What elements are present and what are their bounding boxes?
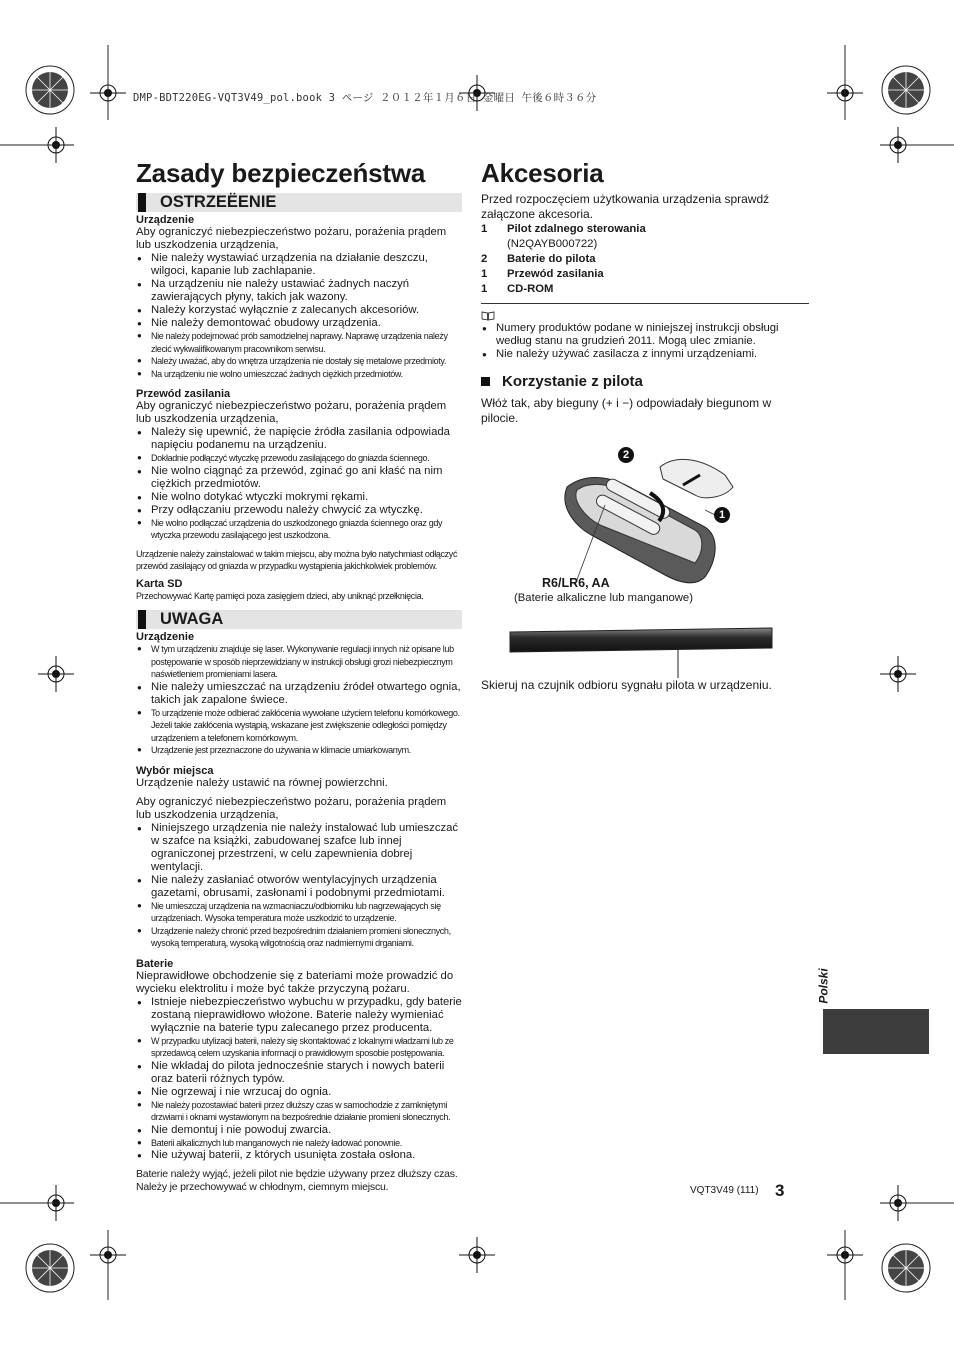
caution-section-bar	[136, 610, 462, 629]
list-item: ● Dokładnie podłączyć wtyczkę przewodu zasilającego do gniazda ściennego.	[136, 452, 462, 465]
caution-heading: UWAGA	[160, 610, 224, 628]
divider	[481, 303, 809, 304]
cord-list	[136, 426, 462, 542]
battery-label: R6/LR6, AA	[542, 576, 610, 590]
page-number: 3	[775, 1181, 785, 1200]
caution-device-heading: Urządzenie	[136, 631, 195, 643]
warning-section-bar	[136, 193, 462, 212]
player-illustration	[506, 624, 776, 680]
list-item: ● Na urządzeniu nie wolno umieszczać żadnych ciężkich przedmiotów.	[136, 368, 462, 381]
list-item: ● Numery produktów podane w niniejszej instrukcji obsługi według stanu na grudzień 2011. Mogą ulec zmianie.	[481, 322, 809, 348]
place-intro: Aby ograniczyć niebezpieczeństwo pożaru, porażenia prądem lub uszkodzenia urządzenia,	[136, 795, 447, 821]
book-icon	[481, 308, 809, 322]
list-item: ● Istnieje niebezpieczeństwo wybuchu w przypadku, gdy baterie zostaną nieprawidłowo włożone. Baterie należy wymieniać wyłącznie na baterie typu zalecanego przez producenta.	[136, 996, 462, 1035]
list-item: ● Nie należy zasłaniać otworów wentylacyjnych urządzenia gazetami, obrusami, zasłonami i podobnymi przedmiotami.	[136, 874, 462, 900]
list-item: ● Urządzenie należy chronić przed bezpośrednim działaniem promieni słonecznych, wysoką temperaturą, wysoką wilgotnością oraz nadmiernymi drganiami.	[136, 925, 462, 950]
callout-1-badge: 1	[714, 507, 730, 523]
battery-intro: Nieprawidłowe obchodzenie się z bateriami może prowadzić do wycieku elektrolitu i może być także przyczyną pożaru.	[136, 969, 454, 995]
list-item: ● Nie należy demontować obudowy urządzenia.	[136, 317, 462, 330]
warning-heading: OSTRZEËENIE	[160, 193, 277, 211]
safety-title: Zasady bezpieczeństwa	[136, 158, 426, 188]
list-item: 1 Pilot zdalnego sterowania	[481, 223, 646, 235]
list-item: ● Należy uważać, aby do wnętrza urządzenia nie dostały się metalowe przedmioty.	[136, 355, 462, 368]
list-item: 1 CD-ROM	[481, 283, 554, 295]
cord-note: Urządzenie należy zainstalować w takim miejscu, aby można było natychmiast odłączyć przewód zasilający od gniazda w przypadku wystąpienia jakichkolwiek problemów.	[136, 548, 458, 571]
list-item: ● Nie wkładaj do pilota jednocześnie starych i nowych baterii oraz baterii różnych typów.	[136, 1060, 462, 1086]
aim-text: Skieruj na czujnik odbioru sygnału pilota w urządzeniu.	[481, 678, 772, 692]
safety-column	[136, 156, 462, 1193]
device-list	[136, 252, 462, 380]
list-item: (N2QAYB000722)	[507, 238, 598, 250]
sd-text: Przechowywać Kartę pamięci poza zasięgiem dzieci, aby uniknąć przełknięcia.	[136, 590, 424, 601]
place-heading: Wybór miejsca	[136, 764, 214, 777]
cord-intro: Aby ograniczyć niebezpieczeństwo pożaru, porażenia prądem lub uszkodzenia urządzenia,	[136, 400, 447, 425]
place-list	[136, 822, 462, 950]
list-item: ● Nie należy pozostawiać baterii przez dłuższy czas w samochodzie z zamkniętymi drzwiami i oknami wystawionym na bezpośrednie działanie promieni słonecznych.	[136, 1099, 462, 1124]
callout-2-badge: 2	[618, 447, 634, 463]
battery-note: Baterie należy wyjąć, jeżeli pilot nie będzie używany przez dłuższy czas. Należy je przechowywać w chłodnym, ciemnym miejscu.	[136, 1168, 458, 1193]
list-item: ● Nie wolno dotykać wtyczki mokrymi rękami.	[136, 491, 462, 504]
list-item: ● Przy odłączaniu przewodu należy chwycić za wtyczkę.	[136, 504, 462, 517]
list-item: ● Nie należy podejmować prób samodzielnej naprawy. Naprawę urządzenia należy zlecić wykwalifikowanym pracownikom serwisu.	[136, 330, 462, 355]
accessories-column	[481, 156, 809, 426]
list-item: ● Nie używaj baterii, z których usunięta została osłona.	[136, 1149, 462, 1162]
list-item: ● W przypadku utylizacji baterii, należy się skontaktować z lokalnymi władzami lub ze sprzedawcą celem uzyskania informacji o prawidłowym sposobie postępowania.	[136, 1035, 462, 1060]
list-item: ● Należy korzystać wyłącznie z zalecanych akcesoriów.	[136, 304, 462, 317]
list-item: ● Na urządzeniu nie należy ustawiać żadnych naczyń zawierających płyny, takich jak wazony.	[136, 278, 462, 304]
list-item: ● Nie wolno ciągnąć za przewód, zginać go ani kłaść na nim ciężkich przedmiotów.	[136, 465, 462, 491]
remote-heading-row	[481, 373, 809, 390]
list-item: ● To urządzenie może odbierać zakłócenia wywołane użyciem telefonu komórkowego. Jeżeli takie zakłócenia wystąpią, wskazane jest zwiększenie odległości pomiędzy urządzeniem a telefonem komórkowym.	[136, 707, 462, 745]
remote-text: Włóż tak, aby bieguny (+ i −) odpowiadały biegunom w pilocie.	[481, 396, 772, 425]
list-item: ● Nie należy umieszczać na urządzeniu źródeł otwartego ognia, takich jak zapalone świece.	[136, 681, 462, 707]
list-item: ● Nie demontuj i nie powoduj zwarcia.	[136, 1124, 462, 1137]
device-heading: Urządzenie	[136, 214, 195, 226]
accessories-title: Akcesoria	[481, 158, 604, 188]
list-item: ● Nie umieszczaj urządzenia na wzmacniaczu/odbiorniku lub nagrzewających się urządzeniach. Wysoka temperatura może uszkodzić to urządzenie.	[136, 900, 462, 925]
place-text: Urządzenie należy ustawić na równej powierzchni.	[136, 776, 388, 789]
language-tab-label: Polski	[816, 968, 831, 1004]
footer-code: VQT3V49 (111)	[690, 1185, 759, 1196]
list-item: 1 Przewód zasilania	[481, 268, 604, 280]
notes-list	[481, 322, 809, 361]
list-item: ● Nie należy używać zasilacza z innymi urządzeniami.	[481, 348, 809, 361]
battery-list	[136, 996, 462, 1163]
accessories-intro: Przed rozpoczęciem użytkowania urządzenia sprawdź załączone akcesoria.	[481, 192, 770, 221]
device-intro: Aby ograniczyć niebezpieczeństwo pożaru, porażenia prądem lub uszkodzenia urządzenia,	[136, 226, 447, 251]
caution-device-list	[136, 643, 462, 757]
remote-heading: Korzystanie z pilota	[502, 373, 643, 390]
list-item: ● Nie ogrzewaj i nie wrzucaj do ognia.	[136, 1086, 462, 1099]
list-item: 2 Baterie do pilota	[481, 253, 596, 265]
language-tab	[823, 1009, 929, 1054]
list-item: ● Niniejszego urządzenia nie należy instalować lub umieszczać w szafce na książki, zabudowanej szafce lub innej ograniczonej przestrzeni, w celu zapewnienia dobrej wentylacji.	[136, 822, 462, 874]
file-header: DMP-BDT220EG-VQT3V49_pol.book 3 ページ ２０１２年１月６日 金曜日 午後６時３６分	[133, 92, 597, 104]
list-item: ● Nie należy wystawiać urządzenia na działanie deszczu, wilgoci, kapanie lub zachlapanie.	[136, 252, 462, 278]
list-item: ● W tym urządzeniu znajduje się laser. Wykonywanie regulacji innych niż opisane lub postępowanie w sposób nieprzewidziany w instrukcji obsługi grozi niebezpiecznym naświetleniem promieniami lasera.	[136, 643, 462, 681]
list-item: ● Nie wolno podłączać urządzenia do uszkodzonego gniazda ściennego oraz gdy wtyczka przewodu zasilającego jest uszkodzona.	[136, 517, 462, 542]
battery-sub: (Baterie alkaliczne lub manganowe)	[514, 592, 693, 604]
battery-heading: Baterie	[136, 957, 174, 970]
cord-heading: Przewód zasilania	[136, 388, 231, 400]
list-item: ● Baterii alkalicznych lub manganowych nie należy ładować ponownie.	[136, 1137, 462, 1150]
square-bullet-icon	[481, 377, 490, 386]
sd-heading: Karta SD	[136, 577, 183, 590]
list-item: ● Urządzenie jest przeznaczone do używania w klimacie umiarkowanym.	[136, 744, 462, 757]
list-item: ● Należy się upewnić, że napięcie źródła zasilania odpowiada napięciu podanemu na urządzeniu.	[136, 426, 462, 452]
accessories-list	[481, 222, 809, 297]
